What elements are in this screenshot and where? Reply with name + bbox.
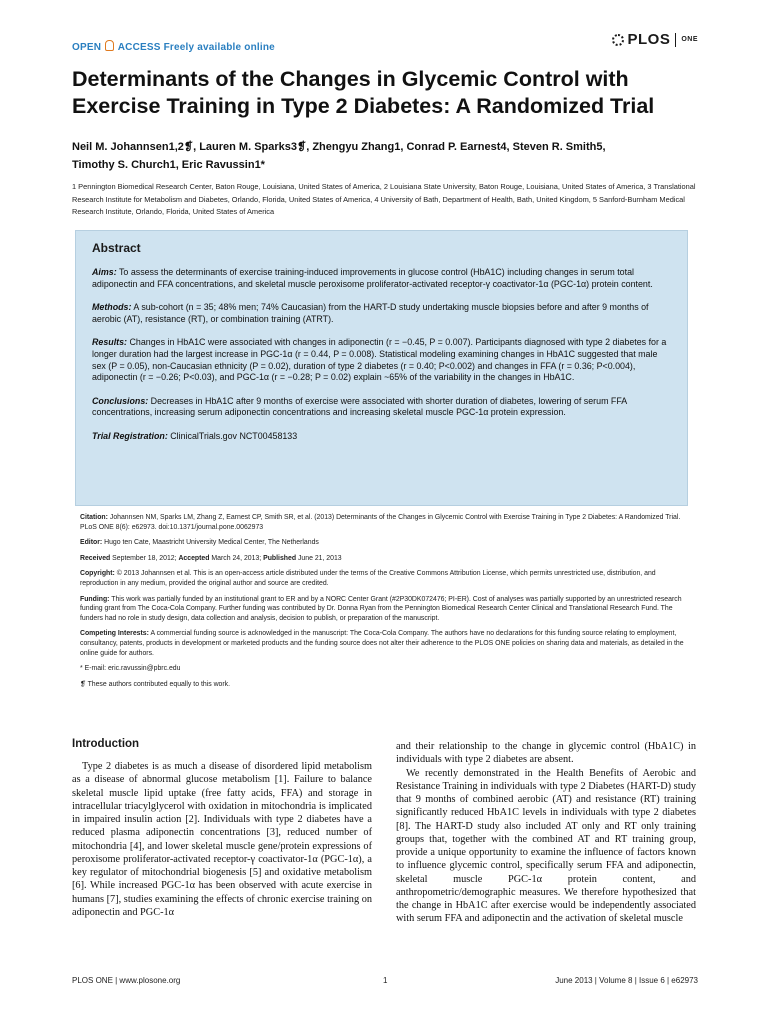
copyright-label: Copyright: [80, 570, 115, 578]
open-lock-icon [105, 40, 114, 51]
abstract-registration [92, 431, 671, 443]
citation-label: Citation: [80, 514, 108, 521]
journal-logo[interactable] [612, 31, 698, 48]
affiliations: 1 Pennington Biomedical Research Center, Baton Rouge, Louisiana, United States of America, 2 Louisiana State University, Baton Rouge, Louisiana, United States of America, 3 Translational Research Institute for Metabolism and Diabetes, Orlando, Florida, United States of America, 4 University of Bath, Department of Health, Bath, United Kingdom, 5 Sanford-Burnham Medical Research Institute, Orlando, Florida, United States of America [72, 182, 696, 216]
intro-right-paragraph-1: and their relationship to the change in glycemic control (HbA1C) in individuals with type 2 diabetes are absent. [396, 741, 696, 766]
abstract-heading: Abstract [92, 241, 141, 255]
copyright [80, 569, 684, 588]
accepted-date: March 24, 2013; [209, 554, 264, 562]
open-access-label: OPEN [72, 42, 102, 53]
editor-text: Hugo ten Cate, Maastricht University Medical Center, The Netherlands [102, 539, 319, 547]
intro-left-column: Type 2 diabetes is as much a disease of disordered lipid metabolism as a disease of abnormal glucose metabolism [1]. Failure to balance skeletal muscle lipid uptake (free fatty acids, FFA) and storage in intracellular triacylglycerol with oxidation in mitochondria is implicated in impaired insulin action [2]. Individuals with type 2 diabetes have a reduced plasma adiponectin concentrations [3], reduced number of mitochondria [4], and lower skeletal muscle gene/protein expressions of peroxisome proliferator-activated receptor-γ coactivator-1α (PGC-1α), a key regulator of mitochondrial biogenesis [5] and oxidative metabolism [6]. While increased PGC-1α has been observed with acute exercise in humans [7], studies examining the effects of chronic exercise training on adiponectin and PGC-1α [72, 761, 372, 918]
logo-divider [675, 33, 676, 47]
published-label: Published [263, 554, 297, 562]
abstract-results [92, 337, 671, 383]
footer-journal[interactable]: PLOS ONE | www.plosone.org [72, 976, 181, 985]
introduction-heading: Introduction [72, 738, 140, 750]
aims-text: To assess the determinants of exercise training-induced improvements in glucose control (HbA1C) including changes in serum total adiponectin and FFA concentrations, and skeletal muscle peroxisome proliferator-activated receptor-γ coactivator-1α (PGC-1α) protein content. [92, 267, 653, 289]
competing-label: Competing Interests: [80, 630, 149, 638]
results-label: Results: [92, 337, 128, 348]
methods-text: A sub-cohort (n = 35; 48% men; 74% Caucasian) from the HART-D study undertaking muscle biopsies before and after 9 months of aerobic (AT), resistance (RT), or combination training (ATRT). [92, 302, 649, 324]
open-access-text: ACCESS Freely available online [117, 42, 275, 53]
corresponding-email[interactable]: * E-mail: eric.ravussin@pbrc.edu [80, 665, 181, 673]
equal-contribution-note: ❡ These authors contributed equally to this work. [80, 680, 231, 688]
abstract-conclusions [92, 396, 671, 419]
footer-page-number: 1 [383, 976, 388, 985]
citation-text: Johannsen NM, Sparks LM, Zhang Z, Earnest CP, Smith SR, et al. (2013) Determinants of the Changes in Glycemic Control with Exercise Training in Type 2 Diabetes: A Randomized Trial. PLoS ONE 8(6): e62973. doi:10.1371/journal.pone.0062973 [80, 514, 681, 531]
authors-line-2: Timothy S. Church1, Eric Ravussin1* [72, 159, 265, 171]
funding [80, 595, 684, 624]
competing-text: A commercial funding source is acknowledged in the manuscript: The Coca-Cola Company. The authors have no declarations for this funding source relating to employment, consultancy, patents, products in development or marketed products and the funding source does not alter their adherence to the PLOS ONE policies on sharing data and materials, as detailed in the online guide for authors. [80, 630, 684, 657]
article-metadata [80, 513, 684, 695]
plos-wordmark [612, 31, 670, 48]
accepted-label: Accepted [178, 554, 210, 562]
abstract-box [75, 230, 688, 506]
received-label: Received [80, 554, 111, 562]
conclusions-text: Decreases in HbA1C after 9 months of exercise were associated with shorter duration of diabetes, lowering of serum FFA concentrations, increasing serum adiponectin concentrations and increasing skeletal muscle PGC-1α protein expression. [92, 395, 627, 418]
registration-link[interactable]: ClinicalTrials.gov NCT00458133 [167, 430, 298, 441]
editor [80, 538, 684, 548]
plos-logo-text: PLOS [627, 31, 671, 48]
plos-gear-icon [612, 34, 624, 46]
received-date: September 18, 2012; [110, 554, 179, 562]
funding-label: Funding: [80, 595, 110, 603]
author-list [72, 138, 702, 174]
footer-issue-info: June 2013 | Volume 8 | Issue 6 | e62973 [555, 976, 698, 985]
editor-label: Editor: [80, 539, 103, 547]
intro-right-column [396, 740, 696, 926]
registration-label: Trial Registration: [92, 430, 168, 441]
plos-one-label: ONE [681, 36, 698, 43]
copyright-text: © 2013 Johannsen et al. This is an open-access article distributed under the terms of the Creative Commons Attribution License, which permits unrestricted use, distribution, and reproduction in any medium, provided the original author and source are credited. [80, 570, 656, 587]
citation [80, 513, 684, 532]
abstract-aims [92, 267, 671, 290]
methods-label: Methods: [92, 302, 132, 313]
competing-interests [80, 629, 684, 658]
intro-right-paragraph-2: We recently demonstrated in the Health Benefits of Aerobic and Resistance Training in individuals with type 2 Diabetes (HART-D) study that 9 months of combined aerobic (AT) and resistance (RT) training significantly reduced HbA1C levels in individuals with type 2 diabetes [8]. The HART-D study also included AT only and RT only training groups that, together with the combined AT and RT training group, provide a unique opportunity to examine the influence of factors known to influence glycemic control, specifically serum FFA and adiponectin, skeletal muscle PGC-1α protein content, and anthropometric/demographic measures. We therefore hypothesized that the change in HbA1C after exercise would be independently associated with serum FFA and adiponectin and the activation of skeletal muscle [396, 767, 696, 925]
open-access-banner [72, 40, 275, 53]
aims-label: Aims: [92, 267, 117, 277]
funding-text: This work was partially funded by an institutional grant to ER and by a NORC Center Grant (#2P30DK072476; PI-ER). Cost of analyses was partially supported by an unrestricted research funding grant from The Coca-Cola Company. Further funding was contributed by Dr. Donna Ryan from the Pennington Biomedical Research Center Clinical and Translational Research Fund. The funders had no role in study design, data collection and analysis, decision to publish, or preparation of the manuscript. [80, 595, 682, 622]
dates [80, 554, 684, 564]
published-date: June 21, 2013 [296, 554, 342, 562]
authors-line-1: Neil M. Johannsen1,2❡, Lauren M. Sparks3❡, Zhengyu Zhang1, Conrad P. Earnest4, Steven R. Smith5, [72, 141, 606, 153]
abstract-methods [92, 302, 671, 325]
article-title: Determinants of the Changes in Glycemic Control with Exercise Training in Type 2 Diabetes: A Randomized Trial [72, 67, 655, 118]
results-text: Changes in HbA1C were associated with changes in adiponectin (r = −0.45, P = 0.007). Participants diagnosed with type 2 diabetes for a longer duration had the largest increase in PGC-1α (r = 0.44, P = 0.008). Statistical modeling examining changes in HbA1C suggested that male sex (P = 0.05), non-Caucasian ethnicity (P = 0.02), duration of type 2 diabetes (r = 0.40; P<0.002) and changes in FFA (r = 0.36; P<0.004), adiponectin (r = −0.26; P<0.03), and PGC-1α (r = −0.28; P = 0.02) explain ~65% of the variability in the changes in HbA1C. [92, 337, 667, 383]
conclusions-label: Conclusions: [92, 395, 149, 406]
